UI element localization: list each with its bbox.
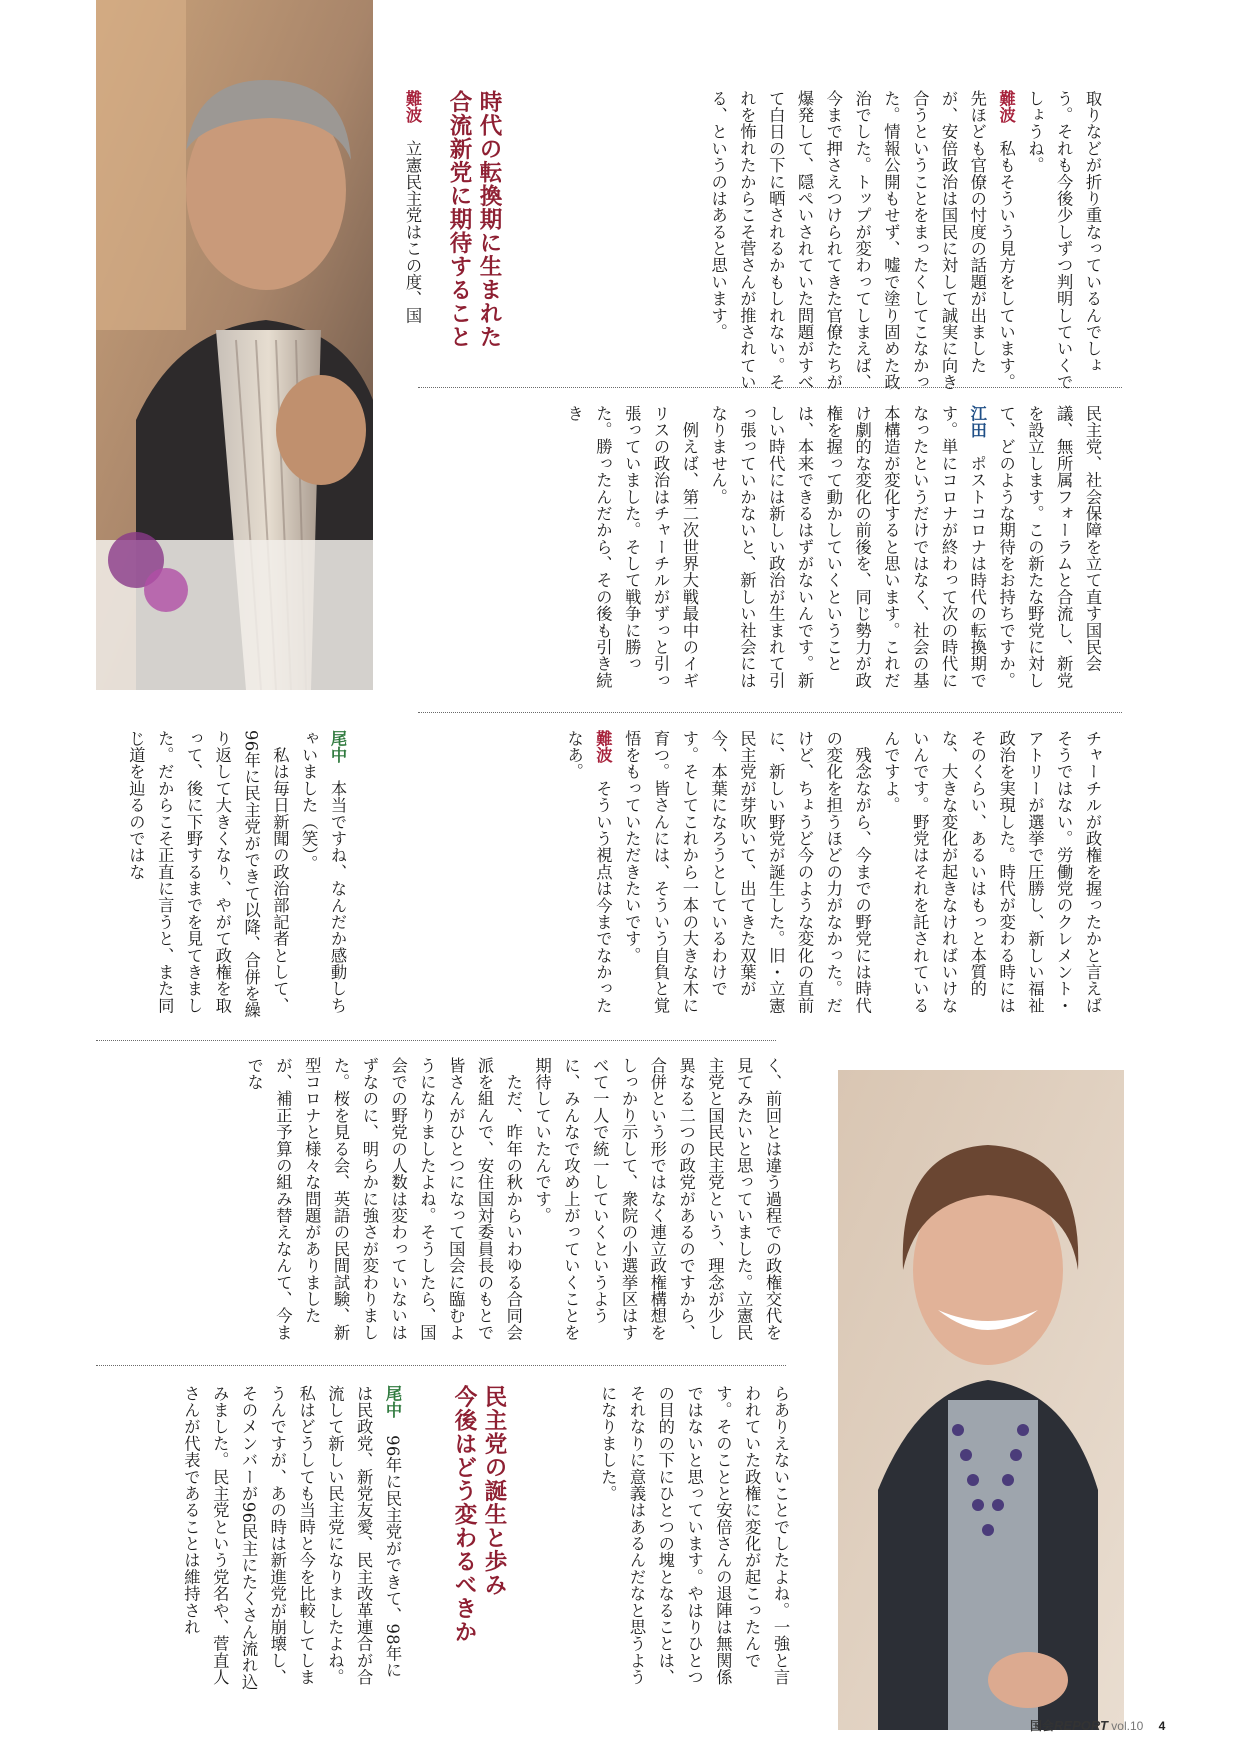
photo-speaker-woman [838, 1070, 1124, 1730]
speaker-label: 江田 [967, 405, 987, 439]
divider [96, 1040, 776, 1041]
text-block-4: チャーチルが政権を握ったかと言えばそうではない。労働党のクレメント・アトリーが選挙で圧勝し、新しい福祉政治を実現した。時代が変わる時にはそのくらい、あるいはもっと本質的な、大きな変化が起きなければいけないんです。野党はそれを託されているんですよ。 残念ながら、今までの野党には時代の変化を担うほどの力がなかった。だけど、ちょうど今のような変化の直前に、新しい野党が誕生した。旧・立憲民主党が芽吹いて、出てきた双葉が今、本葉になろうとしているわけです。そしてこれから一本の大きな木に育つ。皆さんには、そういう自負と覚悟をもっていただきたいです。 難波 そういう視点は今までなかったなあ。 [564, 730, 1102, 1014]
divider [418, 712, 1122, 713]
text-block-6: く、前回とは違う過程での政権交代を見てみたいと思っていました。立憲民主党と国民民主党という、理念が少し異なる二つの政党があるのですから、合併という形ではなく連立政権構想をしっかり示して、衆院の小選挙区はすべて一人で統一していくというように、みんなで攻め上がっていくことを期待していたんです。 ただ、昨年の秋からいわゆる合同会派を組んで、安住国対委員長のもとで皆さんがひとつになって国会に臨むようになりましたよね。そうしたら、国会での野党の人数は変わっていないはずなのに、明らかに強さが変わりました。桜を見る会、英語の民間試験、新型コロナと様々な問題がありましたが、補正予算の組み替えなんて、今までな [244, 1057, 782, 1341]
text-block-1: 取りなどが折り重なっているんでしょう。それも今後少しずつ判明していくでしょうね。 難波 私もそういう見方をしています。先ほども官僚の忖度の話題が出ましたが、安倍政治は国民に対して誠実に向き合うということをまったくしてこなかった。情報公開もせず、嘘で塗り固めた政治でした。トップが変わってしまえば、今まで押さえつけられてきた官僚たちが爆発して、隠ぺいされていた問題がすべて白日の下に晒されるかもしれない。それを怖れたからこそ菅さんが推されている、というのはあると思います。 [708, 90, 1102, 391]
man-portrait-illustration [96, 0, 373, 690]
text-block-3: 民主党、社会保障を立て直す国民会議、無所属フォーラムと合流し、新党を設立します。この新たな野党に対して、どのような期待をお持ちですか。 江田 ポストコロナは時代の転換期です。単にコロナが終わって次の時代になったというだけではなく、社会の基本構造が変化すると思います。これだけ劇的な変化の前後を、同じ勢力が政権を握って動かしていくということは、本来できるはずがないんです。新しい時代には新しい政治が生まれて引っ張っていかないと、新しい社会にはなりません。 例えば、第二次世界大戦最中のイギリスの政治はチャーチルがずっと引っ張っていました。そして戦争に勝った。勝ったんだから、その後も引き続き [564, 405, 1102, 689]
divider [418, 387, 1122, 388]
page-number: 4 [1158, 1719, 1166, 1733]
footer-report: REPORT [1054, 1718, 1108, 1733]
photo-speaker-man [96, 0, 373, 690]
text-block-7: らありえないことでしたよね。一強と言われていた政権に変化が起こったんです。そのことと安倍さんの退陣は無関係ではないと思っています。やはりひとつの目的の下にひとつの塊となることは、それなりに意義はあるんだなと思うようになりました。 [598, 1385, 790, 1686]
section-heading-2: 民主党の誕生と歩み 今後はどう変わるべきか [451, 1385, 507, 1644]
speaker-label: 難波 [996, 90, 1016, 124]
speaker-label: 難波 [593, 730, 613, 764]
speaker-label: 尾中 [328, 730, 347, 764]
footer-brand: 国会 [1030, 1719, 1055, 1733]
woman-portrait-illustration [838, 1070, 1124, 1730]
section-heading-1: 時代の転換期に生まれた 合流新党に期待すること [446, 90, 502, 349]
text-block-2: 難波 立憲民主党はこの度、国 [403, 90, 422, 324]
speaker-label: 難波 [403, 90, 422, 124]
page-footer [1030, 1717, 1210, 1739]
text-block-5: 尾中 本当ですね、なんだか感動しちゃいました（笑）。 私は毎日新聞の政治部記者として、96年に民主党ができて以降、合併を繰り返して大きくなり、やがて政権を取って、後に下野するまでを見てきました。だからこそ正直に言うと、また同じ道を辿るのではな [126, 730, 347, 1019]
footer-volume: vol.10 [1111, 1719, 1144, 1733]
speaker-label: 尾中 [383, 1385, 402, 1419]
text-block-8: 尾中 96年に民主党ができて、98年には民政党、新党友愛、民主改革連合が合流して新しい民主党になりましたよね。私はどうしても当時と今を比較してしまうんですが、あの時は新進党が崩壊し、そのメンバーが96民主にたくさん流れ込みました。民主党という党名や、菅直人さんが代表であることは維持され [181, 1385, 402, 1691]
divider [96, 1365, 786, 1366]
